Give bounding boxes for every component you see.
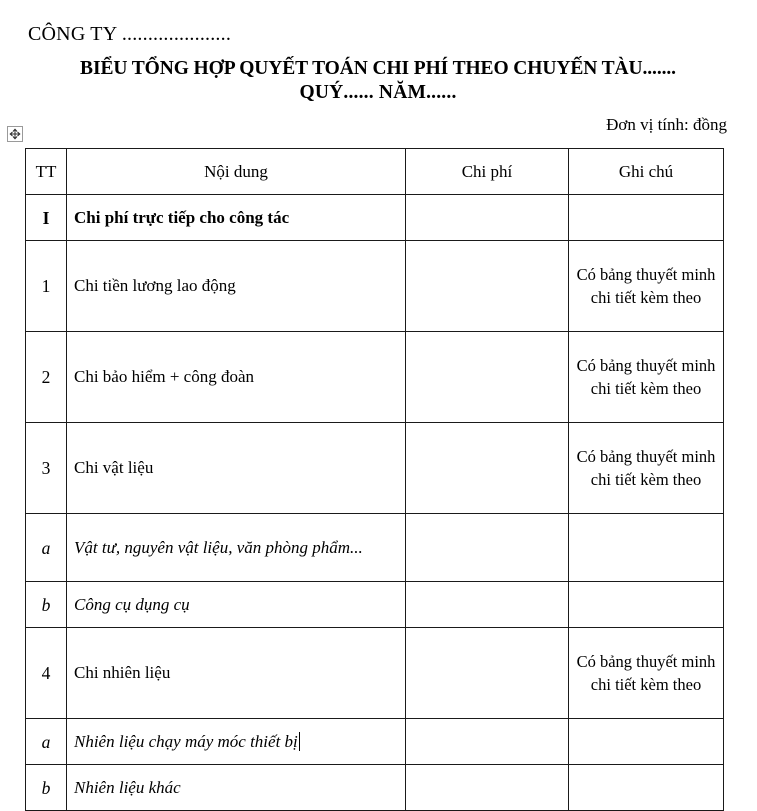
cell-chi-phi[interactable]: [406, 765, 569, 811]
cell-chi-phi[interactable]: [406, 719, 569, 765]
table-row[interactable]: [26, 514, 724, 582]
cell-chi-phi[interactable]: [406, 241, 569, 332]
cell-ghi-chu[interactable]: [569, 514, 724, 582]
table-row[interactable]: [26, 423, 724, 514]
cost-summary-table[interactable]: [25, 148, 724, 811]
cell-ghi-chu[interactable]: Có bảng thuyết minh chi tiết kèm theo: [569, 241, 724, 332]
table-row[interactable]: [26, 582, 724, 628]
table-row[interactable]: [26, 628, 724, 719]
cell-noi-dung[interactable]: Công cụ dụng cụ: [67, 582, 406, 628]
table-row[interactable]: [26, 332, 724, 423]
cell-ghi-chu[interactable]: [569, 719, 724, 765]
cell-ghi-chu[interactable]: [569, 582, 724, 628]
cell-noi-dung[interactable]: Chi tiền lương lao động: [67, 241, 406, 332]
unit-of-measure-label: Đơn vị tính: đồng: [606, 115, 727, 134]
cell-chi-phi[interactable]: [406, 514, 569, 582]
table-move-handle[interactable]: [7, 126, 23, 142]
page-subtitle: QUÝ...... NĂM......: [299, 82, 457, 103]
cell-chi-phi[interactable]: [406, 423, 569, 514]
cell-tt[interactable]: b: [26, 765, 67, 811]
document-title-block: [28, 57, 728, 105]
cell-noi-dung[interactable]: Chi bảo hiểm + công đoàn: [67, 332, 406, 423]
cell-tt[interactable]: a: [26, 719, 67, 765]
move-cross-icon: [8, 127, 22, 141]
table-row[interactable]: [26, 241, 724, 332]
cell-tt[interactable]: 3: [26, 423, 67, 514]
column-header-chi-phi: Chi phí: [406, 149, 569, 195]
cell-tt[interactable]: b: [26, 582, 67, 628]
cell-ghi-chu[interactable]: [569, 195, 724, 241]
table-row[interactable]: [26, 195, 724, 241]
text-caret: [299, 732, 300, 751]
cell-noi-dung[interactable]: Vật tư, nguyên vật liệu, văn phòng phẩm...: [67, 514, 406, 582]
cell-tt[interactable]: 2: [26, 332, 67, 423]
column-header-ghi-chu: Ghi chú: [569, 149, 724, 195]
cell-ghi-chu[interactable]: [569, 765, 724, 811]
cell-text: Nhiên liệu chạy máy móc thiết bị: [74, 731, 298, 751]
cell-chi-phi[interactable]: [406, 582, 569, 628]
cell-noi-dung[interactable]: Chi phí trực tiếp cho công tác: [67, 195, 406, 241]
cell-chi-phi[interactable]: [406, 628, 569, 719]
cell-noi-dung[interactable]: Chi vật liệu: [67, 423, 406, 514]
cell-noi-dung[interactable]: Chi nhiên liệu: [67, 628, 406, 719]
table-row[interactable]: [26, 765, 724, 811]
cell-ghi-chu[interactable]: Có bảng thuyết minh chi tiết kèm theo: [569, 423, 724, 514]
cell-noi-dung-active[interactable]: [67, 719, 406, 765]
cell-chi-phi[interactable]: [406, 195, 569, 241]
table-row[interactable]: [26, 719, 724, 765]
table-header-row: [26, 149, 724, 195]
cell-tt[interactable]: 4: [26, 628, 67, 719]
cell-tt[interactable]: 1: [26, 241, 67, 332]
cell-noi-dung[interactable]: Nhiên liệu khác: [67, 765, 406, 811]
column-header-tt: TT: [26, 149, 67, 195]
page-title: BIỂU TỔNG HỢP QUYẾT TOÁN CHI PHÍ THEO CHUYẾN TÀU.......: [80, 58, 676, 79]
column-header-noi-dung: Nội dung: [67, 149, 406, 195]
cell-tt[interactable]: a: [26, 514, 67, 582]
cell-ghi-chu[interactable]: Có bảng thuyết minh chi tiết kèm theo: [569, 628, 724, 719]
cell-tt[interactable]: I: [26, 195, 67, 241]
cell-chi-phi[interactable]: [406, 332, 569, 423]
company-name-line: CÔNG TY .....................: [28, 23, 232, 45]
cell-ghi-chu[interactable]: Có bảng thuyết minh chi tiết kèm theo: [569, 332, 724, 423]
